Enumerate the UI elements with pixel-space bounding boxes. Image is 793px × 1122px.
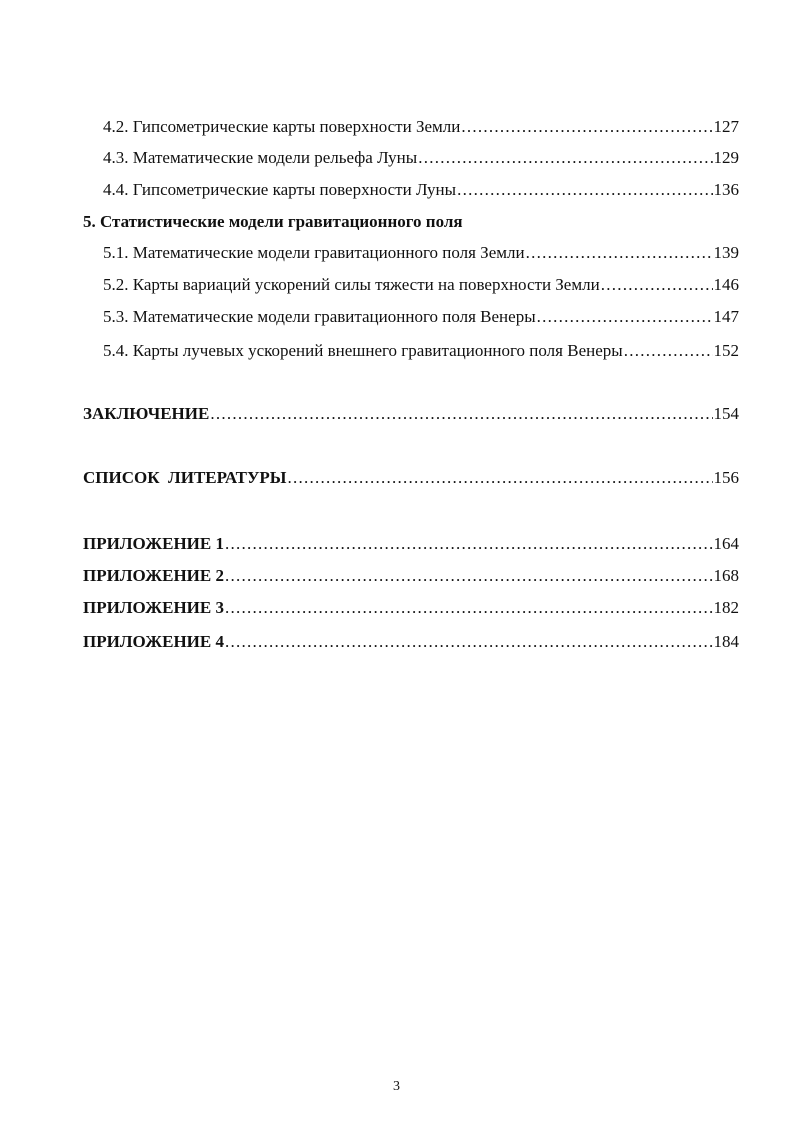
page-number: 3 xyxy=(393,1079,400,1094)
toc-entry-4-2 xyxy=(103,116,739,138)
toc-entry-references xyxy=(83,467,739,489)
toc-entry-title: ЗАКЛЮЧЕНИЕ xyxy=(83,404,210,423)
toc-entry-4-4 xyxy=(103,179,739,201)
dot-leader xyxy=(225,597,713,619)
toc-chapter-5-heading: 5. Статистические модели гравитационного поля xyxy=(83,212,463,231)
dot-leader xyxy=(624,340,713,362)
dot-leader xyxy=(210,403,712,425)
dot-leader xyxy=(526,242,713,264)
toc-entry-page: 152 xyxy=(713,341,739,360)
toc-entry-title: СПИСОК ЛИТЕРАТУРЫ xyxy=(83,468,287,487)
dot-leader xyxy=(601,274,713,296)
dot-leader xyxy=(418,147,712,169)
toc-entry-page: 154 xyxy=(713,404,739,423)
toc-entry-appendix-4 xyxy=(83,631,739,653)
dot-leader xyxy=(225,565,713,587)
toc-entry-title: 5.1. Математические модели гравитационного поля Земли xyxy=(103,243,525,262)
toc-entry-page: 127 xyxy=(713,117,739,136)
toc-entry-title: ПРИЛОЖЕНИЕ 1 xyxy=(83,534,224,553)
toc-entry-page: 156 xyxy=(713,468,739,487)
toc-entry-title: 5.4. Карты лучевых ускорений внешнего гравитационного поля Венеры xyxy=(103,341,623,360)
dot-leader xyxy=(537,306,713,328)
toc-entry-page: 129 xyxy=(713,148,739,167)
toc-entry-title: 5.2. Карты вариаций ускорений силы тяжести на поверхности Земли xyxy=(103,275,600,294)
toc-entry-page: 136 xyxy=(713,180,739,199)
toc-entry-appendix-2 xyxy=(83,565,739,587)
toc-entry-title: ПРИЛОЖЕНИЕ 3 xyxy=(83,598,224,617)
toc-entry-5-1 xyxy=(103,242,739,264)
toc-entry-5-4 xyxy=(103,340,739,362)
toc-entry-appendix-1 xyxy=(83,533,739,555)
dot-leader xyxy=(461,116,712,138)
toc-entry-title: 5.3. Математические модели гравитационного поля Венеры xyxy=(103,307,536,326)
toc-entry-page: 147 xyxy=(713,307,739,326)
toc-entry-page: 139 xyxy=(713,243,739,262)
toc-entry-title: ПРИЛОЖЕНИЕ 4 xyxy=(83,632,224,651)
toc-entry-page: 182 xyxy=(713,598,739,617)
toc-entry-title: 4.3. Математические модели рельефа Луны xyxy=(103,148,418,167)
toc-entry-appendix-3 xyxy=(83,597,739,619)
dot-leader xyxy=(225,533,713,555)
dot-leader xyxy=(225,631,713,653)
toc-entry-page: 146 xyxy=(713,275,739,294)
toc-entry-page: 168 xyxy=(713,566,739,585)
toc-entry-4-3 xyxy=(103,147,739,169)
toc-entry-5-3 xyxy=(103,306,739,328)
toc-entry-page: 184 xyxy=(713,632,739,651)
dot-leader xyxy=(457,179,712,201)
toc-entry-title: 4.4. Гипсометрические карты поверхности Луны xyxy=(103,180,457,199)
toc-entry-title: 4.2. Гипсометрические карты поверхности Земли xyxy=(103,117,461,136)
toc-entry-title: ПРИЛОЖЕНИЕ 2 xyxy=(83,566,224,585)
toc-entry-conclusion xyxy=(83,403,739,425)
toc-entry-page: 164 xyxy=(713,534,739,553)
dot-leader xyxy=(288,467,713,489)
toc-entry-5-2 xyxy=(103,274,739,296)
